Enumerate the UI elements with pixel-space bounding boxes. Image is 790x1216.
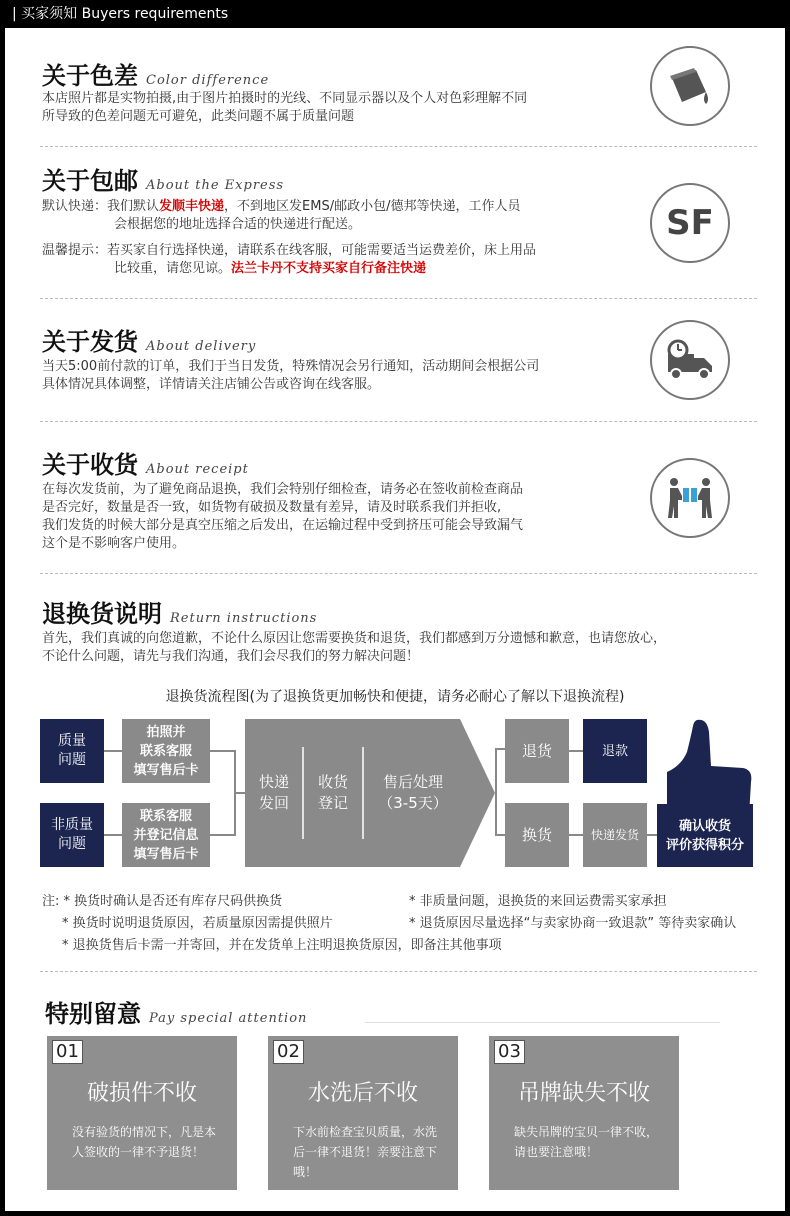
- flow-line: [495, 748, 497, 836]
- section-delivery-heading: [42, 322, 256, 357]
- flow-line: [234, 792, 245, 794]
- note-3: * 换货时说明退货原因，若质量原因需提供照片: [62, 916, 333, 931]
- text-line: [42, 260, 642, 278]
- box-label: 快递 发回: [258, 773, 289, 812]
- box-label: 收货 登记: [317, 773, 348, 812]
- handover-package-icon: [650, 458, 730, 538]
- section-receipt-subtitle: About receipt: [146, 462, 249, 477]
- card-description: 缺失吊牌的宝贝一律不收，请也要注意哦！: [514, 1125, 659, 1159]
- box-label: 快递发货: [590, 827, 639, 842]
- text-line: 温馨提示：若买家自行选择快递，请联系在线客服，可能需要适当运费差价，床上用品: [42, 243, 537, 258]
- notice-card: [268, 1036, 458, 1190]
- sf-express-icon: [650, 183, 730, 263]
- box-label: 退货: [521, 741, 552, 760]
- divider: [40, 573, 757, 574]
- card-description: 下水前检查宝贝质量，水洗后一律不退货！亲要注意下哦！: [293, 1125, 438, 1179]
- quality-issue-box: [40, 719, 104, 783]
- flow-title: 退换货流程图(为了退换货更加畅快和便捷，请务必耐心了解以下退换流程): [165, 689, 625, 705]
- section-receipt-body: [42, 481, 523, 553]
- note-1: 注: * 换货时确认是否还有库存尺码供换货: [42, 894, 283, 909]
- card-number: 01: [52, 1040, 83, 1064]
- text-line: 我们发货的时候大部分是真空压缩之后发出，在运输过程中受到挤压可能会导致漏气: [42, 518, 524, 533]
- notice-card: [489, 1036, 679, 1190]
- section-receipt-heading: [42, 445, 249, 480]
- text-line: 这个是不影响客户使用。: [42, 536, 186, 551]
- text-line: 所导致的色差问题无可避免，此类问题不属于质量问题: [42, 109, 355, 124]
- section-express-subtitle: About the Express: [146, 178, 285, 193]
- section-delivery-subtitle: About delivery: [146, 339, 257, 354]
- section-delivery-body: [42, 358, 539, 394]
- exchange-goods-box: [505, 803, 569, 867]
- highlight-text: 发顺丰快递: [159, 199, 225, 214]
- card-title: 吊牌缺失不收: [517, 1081, 650, 1106]
- ship-back-step: [245, 719, 303, 867]
- section-delivery-title: 关于发货: [42, 328, 138, 356]
- box-label: 换货: [521, 825, 552, 844]
- section-express-heading: [42, 161, 284, 196]
- section-receipt-title: 关于收货: [42, 451, 138, 479]
- notice-card: [47, 1036, 237, 1190]
- box-label: 确认收货 评价获得积分: [665, 818, 744, 853]
- processing-arrow-box: [245, 719, 495, 867]
- receive-register-step: [303, 719, 363, 867]
- flow-line: [569, 750, 583, 752]
- section-special-title: 特别留意: [45, 1000, 141, 1028]
- box-label: 拍照并 联系客服 填写售后卡: [133, 724, 199, 778]
- content-panel: [5, 28, 785, 1211]
- card-title: 破损件不收: [86, 1081, 197, 1106]
- top-bar: [0, 0, 790, 28]
- delivery-truck-icon: [650, 320, 730, 400]
- card-description: 没有验货的情况下，凡是本人签收的一律不予退货！: [72, 1125, 217, 1159]
- flow-line: [495, 748, 505, 750]
- box-label: 质量 问题: [58, 733, 86, 768]
- flow-line: [210, 834, 235, 836]
- text-line: 具体情况具体调整，详情请关注店铺公告或咨询在线客服。: [42, 377, 381, 392]
- text-line: 本店照片都是实物拍摄,由于图片拍摄时的光线、不同显示器以及个人对色彩理解不同: [42, 91, 528, 106]
- flow-line: [495, 834, 505, 836]
- confirm-receipt-label: [657, 804, 753, 867]
- box-label: 售后处理 （3-5天）: [378, 773, 448, 812]
- text-span: ，不到地区发EMS/邮政小包/德邦等快递，工作人员: [224, 199, 521, 214]
- section-express-title: 关于包邮: [42, 167, 138, 195]
- text-line: 首先，我们真诚的向您道歉，不论什么原因让您需要换货和退货，我们都感到万分遗憾和歉意，也请您放心，: [42, 631, 667, 646]
- card-title: 水洗后不收: [307, 1081, 418, 1106]
- photo-contact-step: [122, 719, 210, 783]
- divider: [40, 421, 757, 422]
- text-span: 比较重，请您见谅。: [114, 261, 232, 276]
- flow-line: [647, 834, 657, 836]
- note-4: * 退货原因尽量选择“与卖家协商一致退款” 等待卖家确认: [409, 916, 737, 931]
- highlight-text: 法兰卡丹不支持买家自行备注快递: [231, 261, 427, 276]
- text-line: 在每次发货前，为了避免商品退换，我们会特别仔细检查，请务必在签收前检查商品: [42, 482, 524, 497]
- express-ship-box: [583, 803, 647, 867]
- section-returns-title: 退换货说明: [42, 600, 162, 628]
- flow-line: [569, 834, 583, 836]
- after-sales-step: [363, 719, 463, 867]
- sf-icon-text: SF: [666, 203, 714, 243]
- section-special-subtitle: Pay special attention: [149, 1011, 308, 1026]
- flow-line: [104, 750, 122, 752]
- contact-register-step: [122, 803, 210, 867]
- box-label: 联系客服 并登记信息 填写售后卡: [133, 808, 199, 862]
- section-returns-body: [42, 630, 666, 666]
- section-color-subtitle: Color difference: [146, 73, 270, 88]
- paint-bucket-icon: [650, 46, 730, 126]
- section-returns-heading: [42, 594, 317, 629]
- note-5: * 退换货售后卡需一并寄回，并在发货单上注明退换货原因，即备注其他事项: [62, 938, 502, 953]
- text-line: 当天5:00前付款的订单，我们于当日发货，特殊情况会另行通知，活动期间会根据公司: [42, 359, 540, 374]
- text-span: 默认快递：我们默认: [42, 199, 160, 214]
- refund-box: [583, 719, 647, 783]
- section-special-heading: [45, 994, 307, 1029]
- section-returns-subtitle: Return instructions: [170, 611, 318, 626]
- note-2: * 非质量问题，退换货的来回运费需买家承担: [409, 894, 667, 909]
- top-bar-title: | 买家须知 Buyers requirements: [12, 6, 229, 22]
- divider: [40, 971, 757, 972]
- divider: [40, 146, 757, 147]
- card-number: 03: [494, 1040, 525, 1064]
- thumbs-up-icon: [657, 716, 753, 867]
- box-label: 非质量 问题: [51, 817, 93, 852]
- non-quality-issue-box: [40, 803, 104, 867]
- flow-line: [104, 834, 122, 836]
- return-goods-box: [505, 719, 569, 783]
- divider: [365, 1022, 720, 1023]
- text-line: 不论什么问题，请先与我们沟通，我们会尽我们的努力解决问题！: [42, 649, 420, 664]
- divider: [40, 298, 757, 299]
- text-line: [42, 198, 642, 216]
- section-express-body: [42, 198, 642, 278]
- text-line: 是否完好，数量是否一致，如货物有破损及数量有差异，请及时联系我们并拒收,: [42, 500, 502, 515]
- box-label: 退款: [601, 743, 628, 759]
- section-color-title: 关于色差: [42, 62, 138, 90]
- card-number: 02: [273, 1040, 304, 1064]
- section-color-heading: [42, 56, 269, 91]
- text-line: 会根据您的地址选择合适的快递进行配送。: [114, 217, 362, 232]
- section-color-body: [42, 90, 527, 126]
- flow-line: [210, 750, 235, 752]
